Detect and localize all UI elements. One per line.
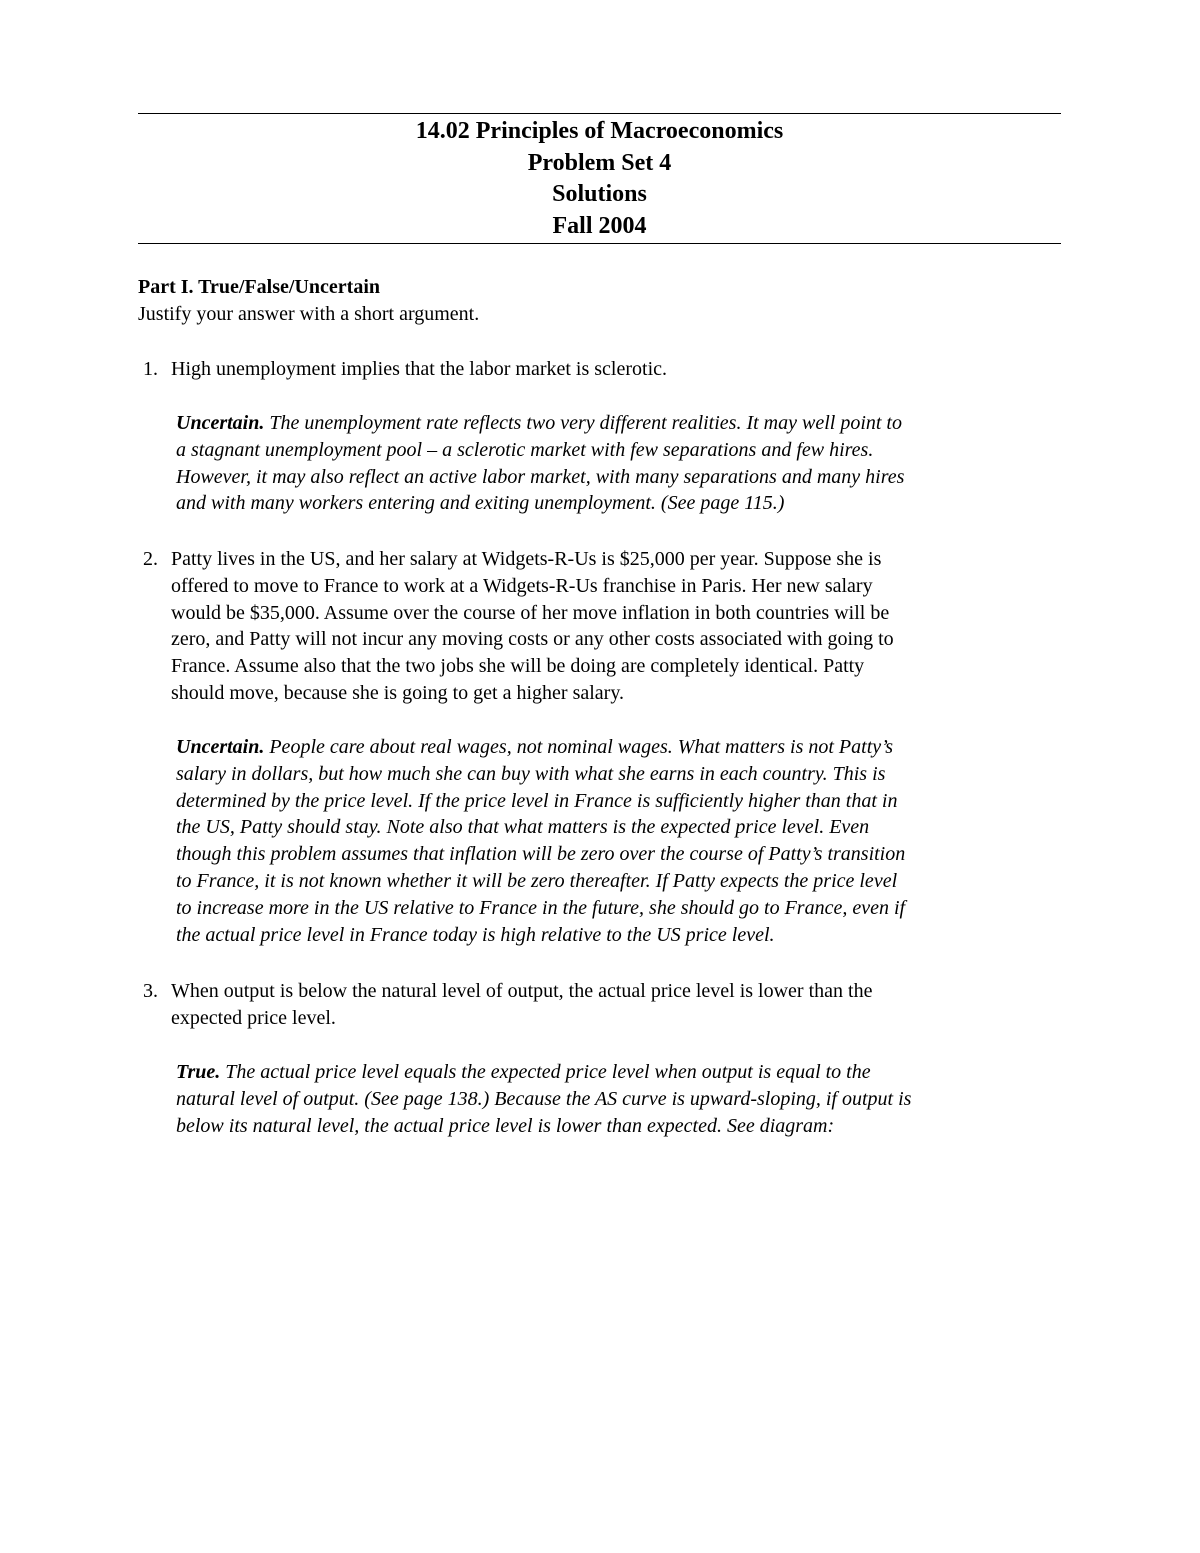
question-line: would be $35,000. Assume over the course of her move inflation in both countries will be — [171, 601, 890, 624]
title-line-term: Fall 2004 — [552, 212, 647, 239]
answer-line: though this problem assumes that inflation will be zero over the course of Patty’s transition — [176, 843, 906, 866]
answer-text: People care about real wages, not nominal wages. What matters is not Patty’s — [264, 736, 893, 758]
answer-line: and with many workers entering and exiting unemployment. (See page 115.) — [176, 492, 785, 515]
question-line: Patty lives in the US, and her salary at Widgets-R-Us is $25,000 per year. Suppose she is — [171, 548, 882, 570]
answer-line-first — [176, 1059, 1061, 1086]
title-line-solutions: Solutions — [552, 181, 647, 207]
answer-text: The unemployment rate reflects two very different realities. It may well point to — [264, 412, 902, 434]
answer-line: a stagnant unemployment pool – a sclerotic market with few separations and few hires. — [176, 438, 874, 461]
question-text — [171, 546, 1060, 707]
question-line: should move, because she is going to get a higher salary. — [171, 681, 625, 704]
question-number: 2. — [143, 548, 158, 570]
question-line: zero, and Patty will not incur any moving costs or any other costs associated with going to — [171, 628, 894, 651]
answer-line-first — [176, 734, 1061, 761]
title-line-course: 14.02 Principles of Macroeconomics — [415, 118, 784, 144]
part-instruction: Justify your answer with a short argument. — [138, 303, 480, 325]
document-title — [138, 116, 1061, 242]
question-2 — [138, 546, 1060, 707]
bottom-rule — [138, 243, 1061, 244]
answer-2 — [176, 734, 1061, 948]
part-heading: Part I. True/False/Uncertain — [138, 276, 380, 298]
question-number: 1. — [143, 358, 158, 380]
question-1 — [138, 356, 1060, 383]
answer-verdict: Uncertain. — [176, 736, 265, 758]
question-text — [171, 356, 1060, 383]
answer-1 — [176, 410, 1061, 517]
answer-verdict: True. — [176, 1061, 221, 1083]
answer-line: the US, Patty should stay. Note also that what matters is the expected price level. Even — [176, 816, 870, 839]
answer-line: the actual price level in France today is high relative to the US price level. — [176, 923, 775, 946]
answer-line: to France, it is not known whether it will be zero thereafter. If Patty expects the price level — [176, 869, 898, 892]
question-line: When output is below the natural level of output, the actual price level is lower than the — [171, 980, 873, 1002]
question-line: expected price level. — [171, 1006, 336, 1029]
answer-line: to increase more in the US relative to France in the future, she should go to France, even if — [176, 896, 906, 919]
answer-3 — [176, 1059, 1061, 1139]
top-rule — [138, 113, 1061, 114]
answer-line: However, it may also reflect an active labor market, with many separations and many hires — [176, 465, 905, 488]
answer-verdict: Uncertain. — [176, 412, 265, 434]
question-line: offered to move to France to work at a Widgets-R-Us franchise in Paris. Her new salary — [171, 574, 873, 597]
answer-line: salary in dollars, but how much she can buy with what she earns in each country. This is — [176, 762, 886, 785]
answer-line: natural level of output. (See page 138.) Because the AS curve is upward-sloping, if output is — [176, 1087, 912, 1110]
title-line-problem-set: Problem Set 4 — [527, 149, 672, 176]
question-number: 3. — [143, 980, 158, 1002]
answer-line: determined by the price level. If the price level in France is sufficiently higher than that in — [176, 789, 898, 812]
answer-line-first — [176, 410, 1061, 437]
question-line: France. Assume also that the two jobs she will be doing are completely identical. Patty — [171, 655, 865, 678]
question-text — [171, 978, 1060, 1032]
question-3 — [138, 978, 1060, 1032]
question-line: High unemployment implies that the labor market is sclerotic. — [171, 358, 667, 380]
answer-text: The actual price level equals the expected price level when output is equal to the — [220, 1061, 871, 1083]
answer-line: below its natural level, the actual price level is lower than expected. See diagram: — [176, 1114, 835, 1137]
